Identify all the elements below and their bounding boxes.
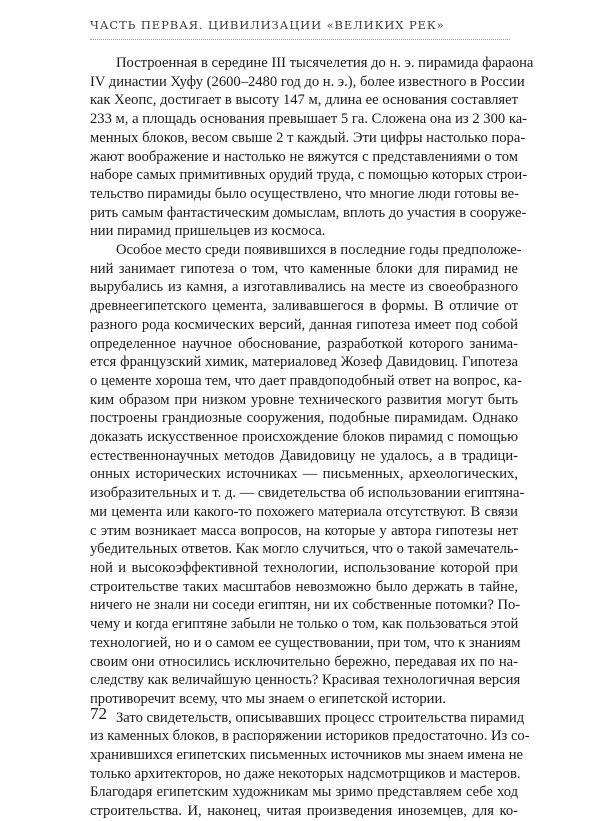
running-head: ЧАСТЬ ПЕРВАЯ. ЦИВИЛИЗАЦИИ «ВЕЛИКИХ РЕК» (90, 18, 445, 32)
text-line: ной и высокоэффективной технологии, использование которой при (90, 559, 518, 576)
text-line: как Хеопс, достигает в высоту 147 м, длина ее основания составляет (90, 92, 518, 109)
text-line: построены грандиозные сооружения, подобные пирамидам. Однако (90, 410, 518, 427)
paragraph-3 (90, 709, 530, 821)
text-line: ким образом при низком уровне технического развития могут быть (90, 391, 518, 408)
text-line: из каменных блоков, в распоряжении историков предостаточно. Из со- (90, 728, 530, 745)
text-line: нии пирамид пришельцев из космоса. (90, 223, 326, 240)
text-line: строительства. И, наконец, читая произведения иноземцев, для ко- (90, 803, 518, 820)
text-line: онных исторических источниках — письменных, археологических, (90, 466, 518, 483)
text-line: ний занимает гипотеза о том, что каменные блоки для пирамид не (90, 260, 518, 277)
text-line: естественнонаучных методов Давидовицу не удалось, а в традици- (90, 447, 518, 464)
text-line: тельство пирамиды было осуществлено, что многие люди готовы ве- (90, 185, 519, 202)
text-line: древнеегипетского цемента, заливавшегося в формы. В отличие от (90, 298, 518, 315)
text-line: Зато свидетельств, описывавших процесс строительства пирамид (116, 709, 525, 726)
text-line: менных блоков, весом свыше 2 т каждый. Эти цифры настолько пора- (90, 129, 526, 146)
text-line: Построенная в середине III тысячелетия до н. э. пирамида фараона (116, 55, 534, 71)
body-text (90, 54, 534, 821)
text-line: технологией, но и о самом ее существовании, при том, что к знаниям (90, 634, 521, 651)
header-rule (90, 39, 510, 40)
text-line: строительстве таких масштабов невозможно было держать в тайне, (90, 578, 518, 595)
paragraph-1 (90, 54, 534, 241)
text-line: хранившихся египетских письменных источников мы знаем имена не (90, 747, 524, 764)
text-line: 233 м, а площадь основания превышает 5 га. Сложена она из 2 300 ка- (90, 111, 528, 128)
text-line: жают воображение и настолько не вяжутся с представлениями о том (90, 148, 518, 165)
text-line: разного рода космических версий, данная гипотеза имеет под собой (90, 316, 518, 333)
text-line: только архитекторов, но даже некоторых надсмотрщиков и мастеров. (90, 765, 521, 782)
text-line: Благодаря египетским художникам мы зримо представляем себе ход (90, 784, 518, 801)
text-line: своим они относились исключительно бережно, передавая их по на- (90, 653, 518, 670)
text-line: вырубались из камня, а изготавливались на месте из своеобразного (90, 279, 518, 296)
text-line: противоречит всему, что мы знаем о египетской истории. (90, 690, 446, 707)
text-line: ми цемента или какого-то похожего материала отсутствуют. В связи (90, 503, 518, 520)
text-line: убедительных ответов. Как могло случиться, что о такой замечатель- (90, 541, 519, 558)
page-number: 72 (90, 704, 107, 723)
text-line: IV династии Хуфу (2600–2480 год до н. э.), более известного в России (90, 73, 525, 90)
text-line: ничего не знали ни соседи египтян, ни их собственные потомки? По- (90, 597, 521, 614)
text-line: изобразительных и т. д. — свидетельства об использовании египтяна- (90, 485, 525, 502)
text-line: наборе самых примитивных орудий труда, с помощью которых строи- (90, 167, 528, 184)
text-line: о цементе хороша тем, что дает правдоподобный ответ на вопрос, ка- (90, 372, 522, 389)
text-line: доказать искусственное происхождение блоков пирамид с помощью (90, 429, 518, 446)
paragraph-2 (90, 241, 525, 709)
text-line: следству как величайшую ценность? Красивая технологичная версия (90, 672, 521, 689)
text-line: Особое место среди появившихся в последние годы предположе- (116, 242, 522, 259)
text-line: определенное научное обоснование, разработкой которого занима- (90, 335, 518, 352)
text-line: чему и когда египтяне забыли не только о том, как пользоваться этой (90, 616, 519, 633)
text-line: ется французский химик, материаловед Жозеф Давидовиц. Гипотеза (90, 354, 518, 371)
text-line: с этим возникает масса вопросов, на которые у автора гипотезы нет (90, 522, 518, 539)
text-line: рить самым фантастическим домыслам, вплоть до участия в сооруже- (90, 204, 527, 221)
